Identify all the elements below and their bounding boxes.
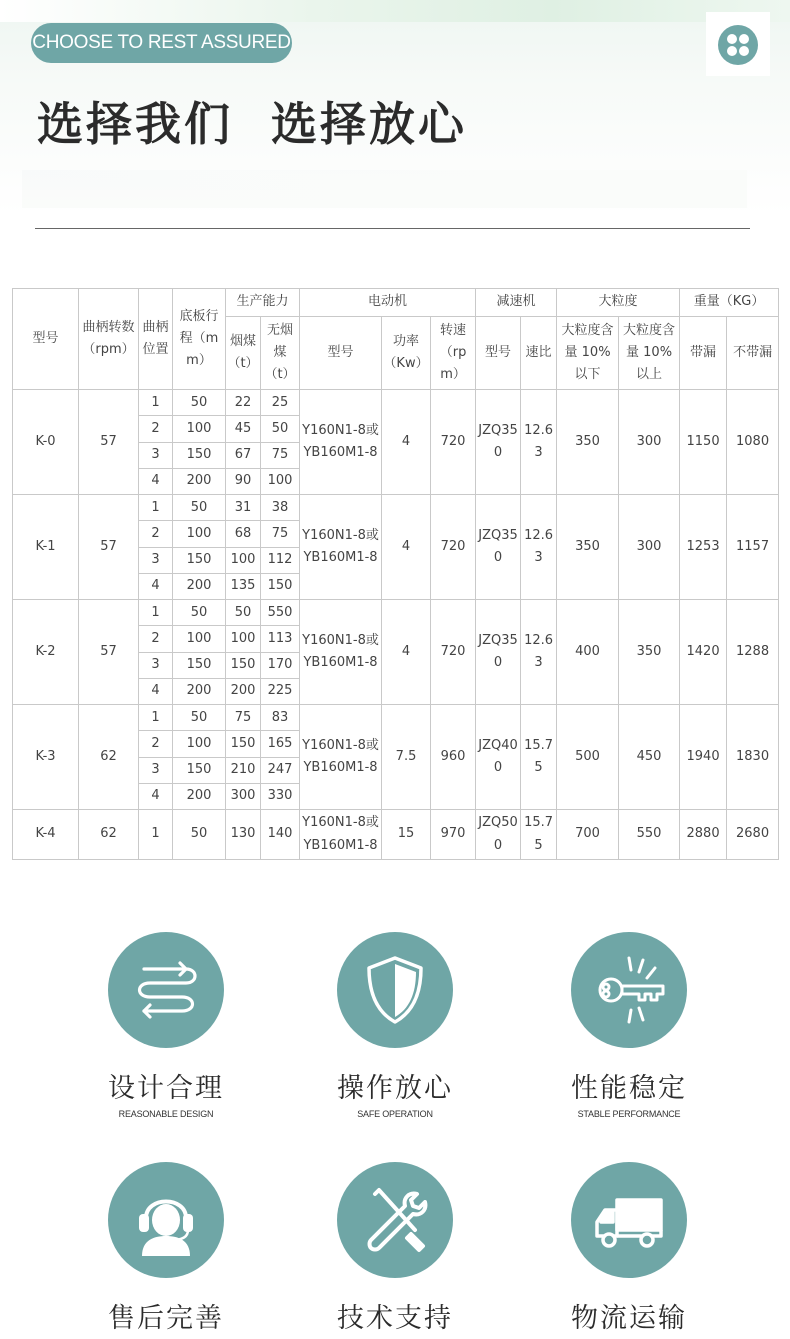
cell-power: 4 — [382, 495, 431, 600]
cell-weight-with-leak: 1253 — [680, 495, 727, 600]
cell-model: K-2 — [13, 600, 79, 705]
cell-weight-without-leak: 1157 — [727, 495, 779, 600]
cell-smokeless-coal: 170 — [261, 652, 300, 678]
feature-title: 售后完善 — [108, 1303, 224, 1334]
feature-title: 操作放心 — [337, 1073, 453, 1104]
table-row — [13, 705, 779, 731]
cell-rpm: 720 — [431, 600, 476, 705]
cell-gran-above: 450 — [619, 705, 680, 810]
cell-crank-position: 1 — [139, 600, 173, 626]
cell-smokeless-coal: 165 — [261, 731, 300, 757]
feature-subtitle: REASONABLE DESIGN — [118, 1109, 214, 1119]
cell-crank-position: 3 — [139, 442, 173, 468]
cell-motor-model: Y160N1-8或YB160M1-8 — [300, 810, 382, 860]
cell-crank-position: 3 — [139, 757, 173, 783]
cell-stroke: 50 — [173, 705, 226, 731]
header-gran-above: 大粒度含量 10%以上 — [619, 317, 680, 390]
cell-model: K-4 — [13, 810, 79, 860]
cell-stroke: 50 — [173, 390, 226, 416]
cell-weight-with-leak: 1150 — [680, 390, 727, 495]
shield-icon — [337, 932, 453, 1048]
cell-crank-position: 3 — [139, 652, 173, 678]
feature-title: 物流运输 — [571, 1303, 687, 1334]
truck-icon — [571, 1162, 687, 1278]
tools-icon — [337, 1162, 453, 1278]
header-without-leak: 不带漏 — [727, 317, 779, 390]
cell-smokeless-coal: 83 — [261, 705, 300, 731]
header-weight: 重量（KG） — [680, 289, 779, 317]
cell-crank-rpm: 57 — [79, 390, 139, 495]
cell-smokeless-coal: 113 — [261, 626, 300, 652]
cell-crank-position: 3 — [139, 547, 173, 573]
cell-smoke-coal: 75 — [226, 705, 261, 731]
divider — [35, 228, 750, 229]
cell-ratio: 15.75 — [521, 705, 557, 810]
cell-smoke-coal: 45 — [226, 416, 261, 442]
cell-reducer-model: JZQ400 — [476, 705, 521, 810]
table-row — [13, 810, 779, 860]
logo — [706, 12, 770, 76]
header-ratio: 速比 — [521, 317, 557, 390]
cell-crank-position: 4 — [139, 783, 173, 809]
cell-smoke-coal: 135 — [226, 573, 261, 599]
cell-power: 7.5 — [382, 705, 431, 810]
header-reducer: 减速机 — [476, 289, 557, 317]
cell-motor-model: Y160N1-8或YB160M1-8 — [300, 600, 382, 705]
cell-ratio: 12.63 — [521, 495, 557, 600]
header-capacity: 生产能力 — [226, 289, 300, 317]
cell-smoke-coal: 90 — [226, 468, 261, 494]
cell-crank-position: 1 — [139, 390, 173, 416]
header-power: 功率（Kw） — [382, 317, 431, 390]
cell-weight-without-leak: 1080 — [727, 390, 779, 495]
cell-gran-below: 350 — [557, 495, 619, 600]
cell-smokeless-coal: 50 — [261, 416, 300, 442]
cell-smokeless-coal: 225 — [261, 678, 300, 704]
cell-ratio: 12.63 — [521, 390, 557, 495]
cell-smoke-coal: 150 — [226, 731, 261, 757]
cell-stroke: 150 — [173, 547, 226, 573]
cell-smokeless-coal: 140 — [261, 810, 300, 860]
page-title: 选择我们 选择放心 — [37, 97, 468, 151]
cell-model: K-1 — [13, 495, 79, 600]
cell-rpm: 960 — [431, 705, 476, 810]
cell-smoke-coal: 67 — [226, 442, 261, 468]
cell-smokeless-coal: 112 — [261, 547, 300, 573]
cell-weight-without-leak: 1288 — [727, 600, 779, 705]
feature-title: 技术支持 — [337, 1303, 453, 1334]
cell-gran-below: 400 — [557, 600, 619, 705]
cell-smoke-coal: 31 — [226, 495, 261, 521]
cell-smokeless-coal: 75 — [261, 442, 300, 468]
cell-crank-position: 4 — [139, 678, 173, 704]
cell-stroke: 200 — [173, 573, 226, 599]
cell-motor-model: Y160N1-8或YB160M1-8 — [300, 495, 382, 600]
feature-stable-performance — [529, 932, 729, 1119]
header-motor: 电动机 — [300, 289, 476, 317]
cell-stroke: 200 — [173, 783, 226, 809]
table-row — [13, 390, 779, 416]
tagline-pill: CHOOSE TO REST ASSURED — [31, 23, 292, 63]
cell-crank-rpm: 62 — [79, 810, 139, 860]
cell-stroke: 150 — [173, 757, 226, 783]
cell-smokeless-coal: 38 — [261, 495, 300, 521]
cell-stroke: 150 — [173, 652, 226, 678]
cell-model: K-3 — [13, 705, 79, 810]
cell-stroke: 50 — [173, 600, 226, 626]
cell-smokeless-coal: 75 — [261, 521, 300, 547]
cell-crank-position: 1 — [139, 705, 173, 731]
cell-reducer-model: JZQ500 — [476, 810, 521, 860]
cell-gran-below: 700 — [557, 810, 619, 860]
faded-subtitle-area — [22, 170, 747, 208]
cell-smoke-coal: 200 — [226, 678, 261, 704]
cell-crank-position: 2 — [139, 731, 173, 757]
cell-smokeless-coal: 247 — [261, 757, 300, 783]
cell-crank-position: 4 — [139, 573, 173, 599]
header-smoke-coal: 烟煤（t） — [226, 317, 261, 390]
cell-crank-position: 2 — [139, 521, 173, 547]
flow-arrows-icon — [108, 932, 224, 1048]
cell-weight-with-leak: 2880 — [680, 810, 727, 860]
cell-smoke-coal: 150 — [226, 652, 261, 678]
cell-reducer-model: JZQ350 — [476, 390, 521, 495]
cell-gran-above: 300 — [619, 495, 680, 600]
feature-after-sales — [66, 1162, 266, 1339]
feature-logistics — [529, 1162, 729, 1339]
cell-weight-without-leak: 1830 — [727, 705, 779, 810]
cell-power: 4 — [382, 390, 431, 495]
cell-weight-with-leak: 1940 — [680, 705, 727, 810]
cell-crank-position: 2 — [139, 416, 173, 442]
header-crank-position: 曲柄位置 — [139, 289, 173, 390]
header-with-leak: 带漏 — [680, 317, 727, 390]
cell-smoke-coal: 210 — [226, 757, 261, 783]
headset-icon — [108, 1162, 224, 1278]
feature-title: 设计合理 — [108, 1073, 224, 1104]
cell-smokeless-coal: 150 — [261, 573, 300, 599]
cell-smoke-coal: 300 — [226, 783, 261, 809]
cell-power: 15 — [382, 810, 431, 860]
cell-crank-position: 4 — [139, 468, 173, 494]
cell-ratio: 15.75 — [521, 810, 557, 860]
cell-weight-without-leak: 2680 — [727, 810, 779, 860]
cell-reducer-model: JZQ350 — [476, 495, 521, 600]
feature-tech-support — [295, 1162, 495, 1339]
cell-crank-rpm: 57 — [79, 495, 139, 600]
cell-gran-below: 500 — [557, 705, 619, 810]
feature-title: 性能稳定 — [571, 1073, 687, 1104]
cell-smoke-coal: 100 — [226, 626, 261, 652]
feature-safe-operation — [295, 932, 495, 1119]
cell-stroke: 200 — [173, 678, 226, 704]
cell-model: K-0 — [13, 390, 79, 495]
cell-crank-rpm: 57 — [79, 600, 139, 705]
cell-power: 4 — [382, 600, 431, 705]
cell-ratio: 12.63 — [521, 600, 557, 705]
header-granularity: 大粒度 — [557, 289, 680, 317]
cell-smoke-coal: 22 — [226, 390, 261, 416]
header-reducer-model: 型号 — [476, 317, 521, 390]
header-gran-below: 大粒度含量 10%以下 — [557, 317, 619, 390]
cell-motor-model: Y160N1-8或YB160M1-8 — [300, 390, 382, 495]
key-icon — [571, 932, 687, 1048]
cell-stroke: 100 — [173, 416, 226, 442]
top-strip — [0, 0, 790, 22]
table-row — [13, 600, 779, 626]
cell-stroke: 100 — [173, 626, 226, 652]
cell-stroke: 50 — [173, 810, 226, 860]
cell-crank-position: 2 — [139, 626, 173, 652]
cell-gran-above: 350 — [619, 600, 680, 705]
cell-rpm: 970 — [431, 810, 476, 860]
header-stroke: 底板行程（mm） — [173, 289, 226, 390]
cell-stroke: 100 — [173, 731, 226, 757]
cell-stroke: 50 — [173, 495, 226, 521]
cell-weight-with-leak: 1420 — [680, 600, 727, 705]
cell-crank-position: 1 — [139, 495, 173, 521]
cell-smokeless-coal: 550 — [261, 600, 300, 626]
cell-smoke-coal: 68 — [226, 521, 261, 547]
header-model: 型号 — [13, 289, 79, 390]
cell-gran-below: 350 — [557, 390, 619, 495]
cell-crank-rpm: 62 — [79, 705, 139, 810]
cell-motor-model: Y160N1-8或YB160M1-8 — [300, 705, 382, 810]
cell-smoke-coal: 130 — [226, 810, 261, 860]
table-row — [13, 495, 779, 521]
cell-stroke: 200 — [173, 468, 226, 494]
header-rpm: 转速（rpm） — [431, 317, 476, 390]
cell-rpm: 720 — [431, 495, 476, 600]
cell-gran-above: 550 — [619, 810, 680, 860]
header-motor-model: 型号 — [300, 317, 382, 390]
cell-stroke: 150 — [173, 442, 226, 468]
feature-subtitle: SAFE OPERATION — [357, 1109, 433, 1119]
feature-subtitle: STABLE PERFORMANCE — [577, 1109, 681, 1119]
cell-stroke: 100 — [173, 521, 226, 547]
feature-reasonable-design — [66, 932, 266, 1119]
header-crank-speed: 曲柄转数（rpm） — [79, 289, 139, 390]
spec-table — [12, 288, 779, 860]
cell-rpm: 720 — [431, 390, 476, 495]
cell-smoke-coal: 50 — [226, 600, 261, 626]
header-smokeless-coal: 无烟煤（t） — [261, 317, 300, 390]
cell-smokeless-coal: 100 — [261, 468, 300, 494]
cell-gran-above: 300 — [619, 390, 680, 495]
cell-smokeless-coal: 330 — [261, 783, 300, 809]
cell-smokeless-coal: 25 — [261, 390, 300, 416]
cell-smoke-coal: 100 — [226, 547, 261, 573]
clover-icon — [718, 25, 758, 65]
cell-reducer-model: JZQ350 — [476, 600, 521, 705]
cell-crank-position: 1 — [139, 810, 173, 860]
